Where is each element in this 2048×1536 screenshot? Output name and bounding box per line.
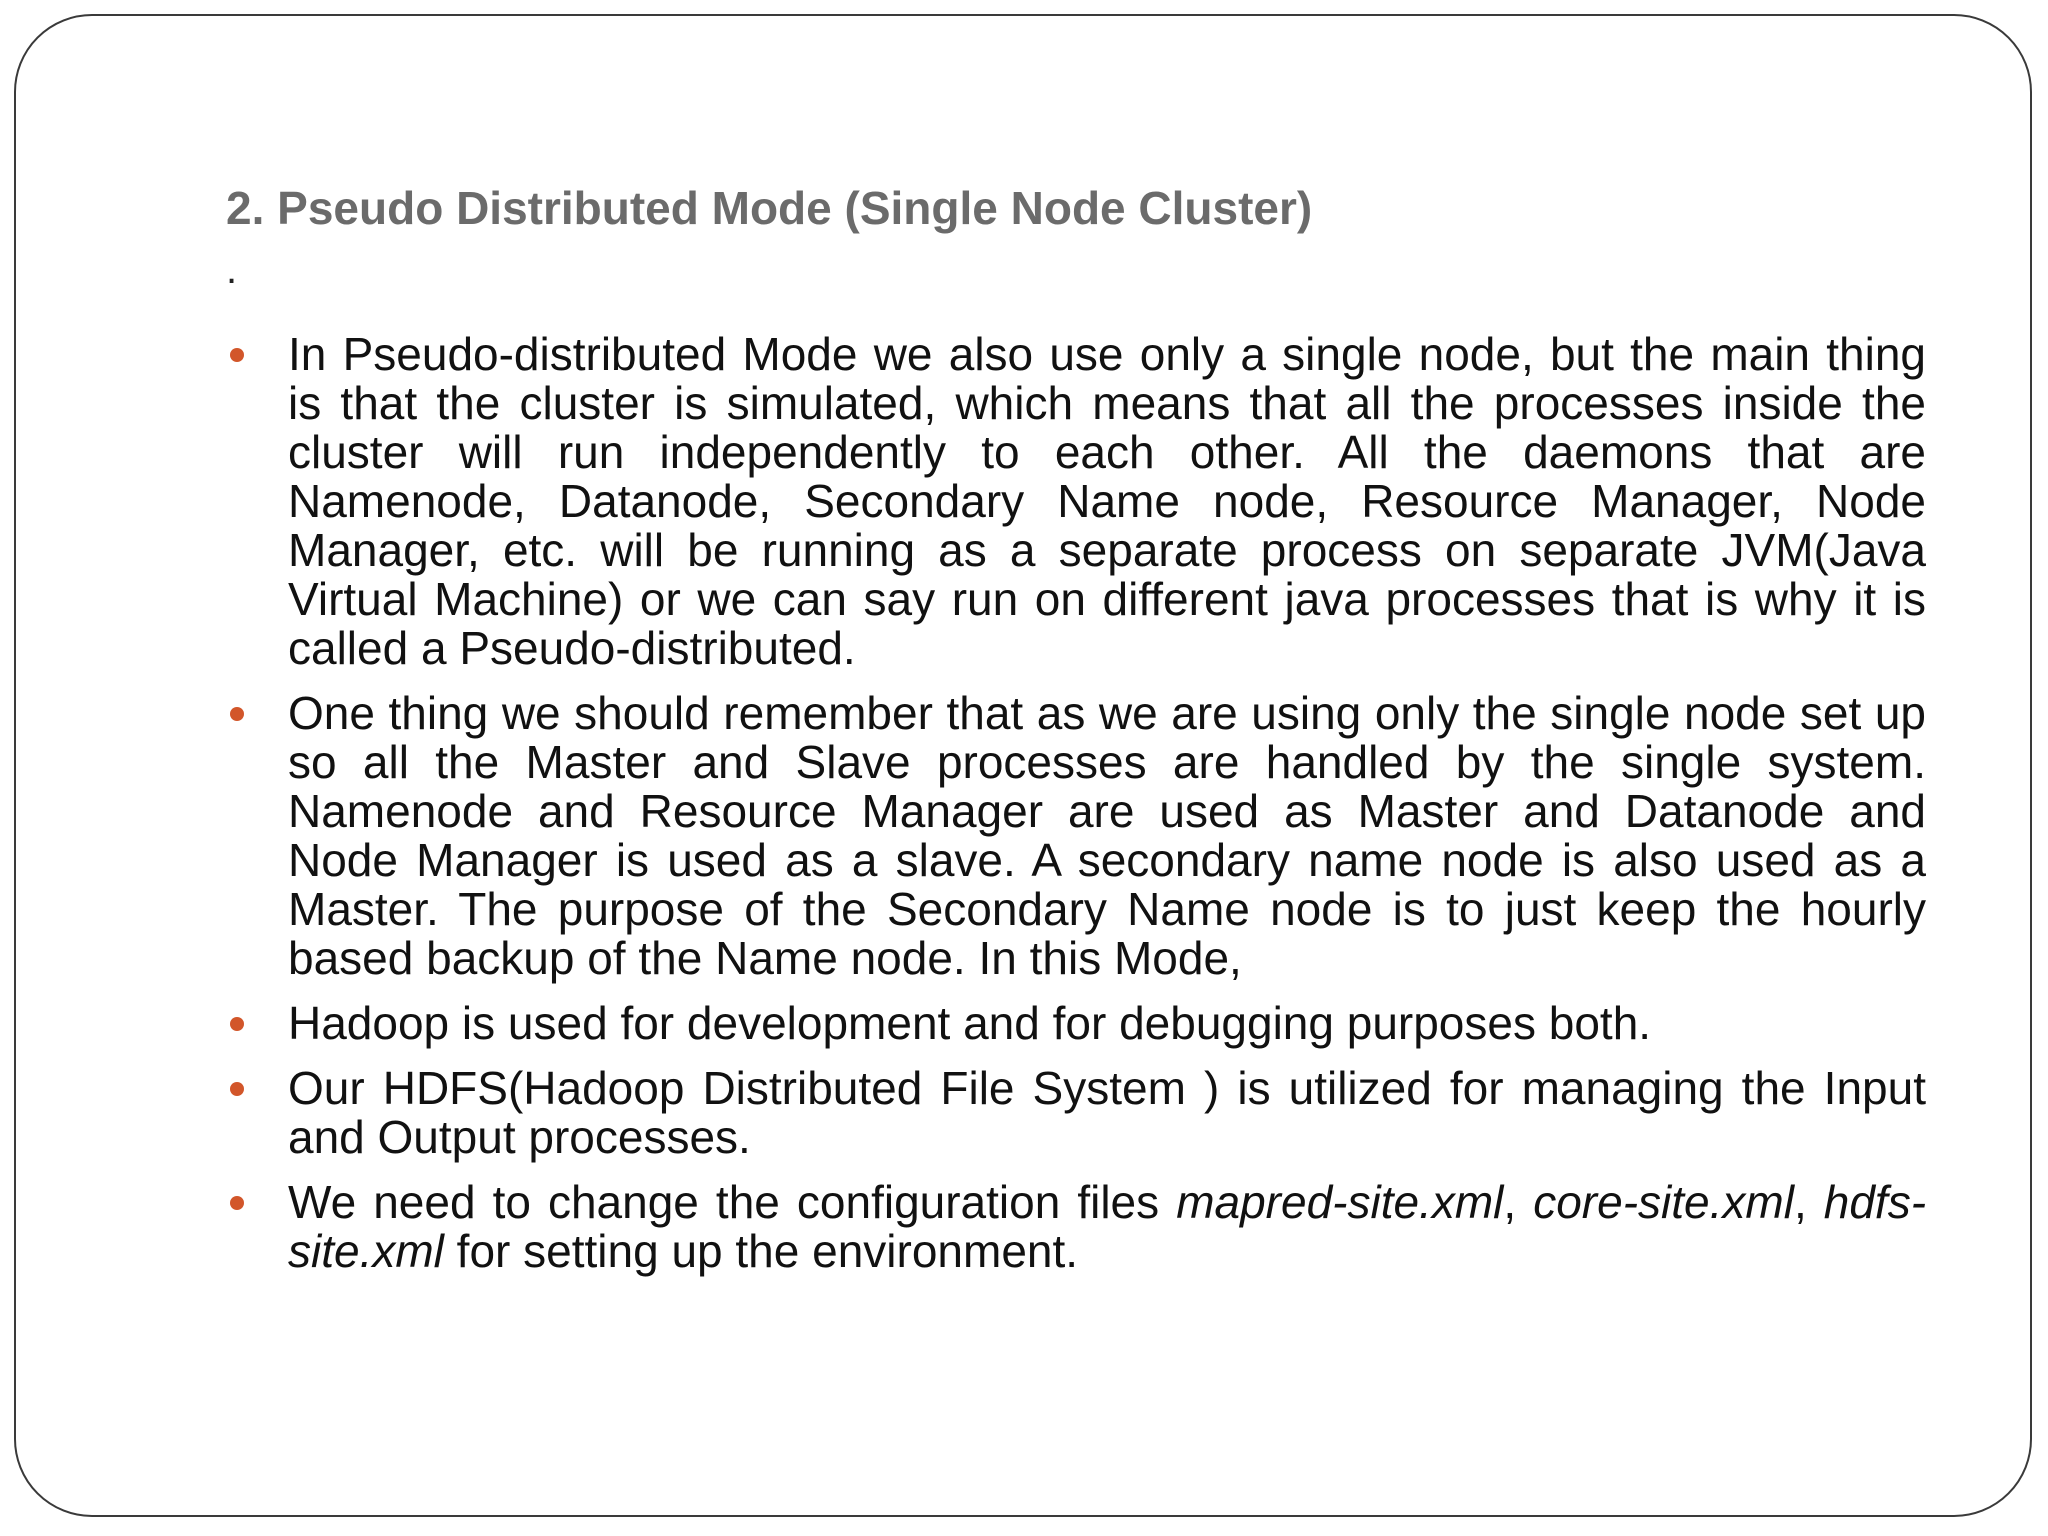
separator: ,: [1793, 1176, 1824, 1228]
bullet-text-before: We need to change the configuration files: [288, 1176, 1177, 1228]
bullet-item-pseudo-distributed: [226, 330, 1926, 673]
slide-title: 2. Pseudo Distributed Mode (Single Node Cluster): [226, 182, 1313, 234]
bullet-item-master-slave: [226, 689, 1926, 983]
bullet-text-after: for setting up the environment.: [443, 1225, 1079, 1277]
bullet-item-config-files: [226, 1178, 1926, 1276]
bullet-text: One thing we should remember that as we are using only the single node set up so all the Master and Slave processes are handled by the single system. Namenode and Resource Manager are used as Master and Datanode and Node Manager is used as a slave. A secondary name node is also used as a Master. The purpose of the Secondary Name node is to just keep the hourly based backup of the Name node. In this Mode,: [288, 687, 1926, 984]
bullet-list: [226, 330, 1926, 1292]
bullet-dot-icon: [230, 1196, 244, 1210]
file-name-hdfs-site: hdfs-site.xml: [288, 1176, 1927, 1277]
bullet-dot-icon: [230, 1017, 244, 1031]
title-dot: .: [226, 248, 238, 292]
bullet-text: Our HDFS(Hadoop Distributed File System ) is utilized for managing the Input and Output processes.: [288, 1062, 1926, 1163]
separator: ,: [1503, 1176, 1534, 1228]
bullet-dot-icon: [230, 707, 244, 721]
bullet-dot-icon: [230, 348, 244, 362]
file-name-core-site: core-site.xml: [1533, 1176, 1794, 1228]
bullet-item-hdfs: [226, 1064, 1926, 1162]
bullet-text: Hadoop is used for development and for debugging purposes both.: [288, 997, 1652, 1049]
bullet-text: In Pseudo-distributed Mode we also use only a single node, but the main thing is that the cluster is simulated, which means that all the processes inside the cluster will run independently to each other. All the daemons that are Namenode, Datanode, Secondary Name node, Resource Manager, Node Manager, etc. will be running as a separate process on separate JVM(Java Virtual Machine) or we can say run on different java processes that is why it is called a Pseudo-distributed.: [288, 328, 1926, 674]
file-name-mapred-site: mapred-site.xml: [1176, 1176, 1504, 1228]
bullet-dot-icon: [230, 1082, 244, 1096]
bullet-item-development: [226, 999, 1926, 1048]
